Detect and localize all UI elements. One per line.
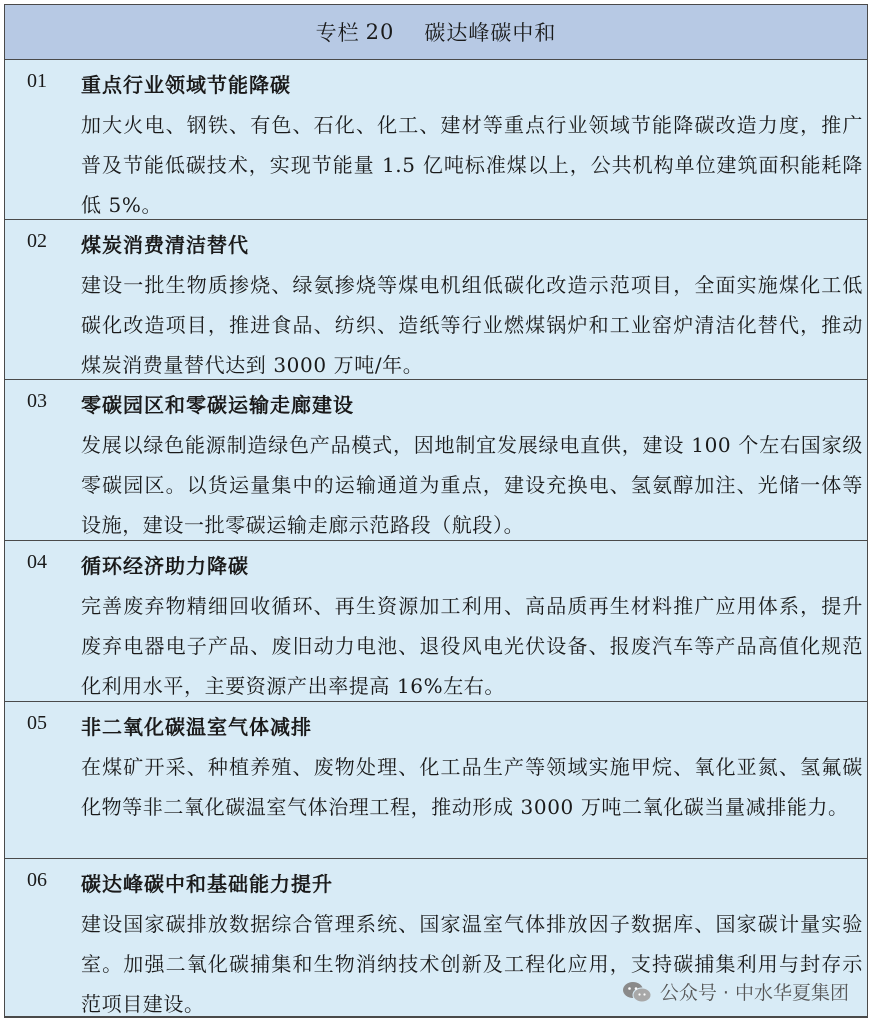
section-body: 在煤矿开采、种植养殖、废物处理、化工品生产等领域实施甲烷、氧化亚氮、氢氟碳化物等非二氧化碳温室气体治理工程，推动形成 3000 万吨二氧化碳当量减排能力。	[81, 755, 863, 819]
section-title: 碳达峰碳中和基础能力提升	[81, 872, 333, 896]
column-number: 20	[365, 20, 395, 44]
section-02	[5, 220, 867, 380]
section-03	[5, 380, 867, 541]
section-number: 05	[27, 712, 47, 734]
section-body: 建设一批生物质掺烧、绿氨掺烧等煤电机组低碳化改造示范项目，全面实施煤化工低碳化改造项目，推进食品、纺织、造纸等行业燃煤锅炉和工业窑炉清洁化替代，推动煤炭消费量替代达到 3000 万吨/年。	[81, 273, 863, 377]
column-box	[4, 4, 868, 1018]
watermark-text: 公众号 · 中水华夏集团	[659, 982, 849, 1004]
column-title: 碳达峰碳中和	[424, 21, 557, 45]
section-title: 非二氧化碳温室气体减排	[81, 715, 312, 739]
section-05	[5, 702, 867, 859]
section-number: 06	[27, 869, 47, 891]
column-header	[5, 5, 867, 60]
section-title: 煤炭消费清洁替代	[81, 233, 249, 257]
section-body: 加大火电、钢铁、有色、石化、化工、建材等重点行业领域节能降碳改造力度，推广普及节能低碳技术，实现节能量 1.5 亿吨标准煤以上，公共机构单位建筑面积能耗降低 5%。	[81, 113, 863, 217]
section-body: 建设国家碳排放数据综合管理系统、国家温室气体排放因子数据库、国家碳计量实验室。加强二氧化碳捕集和生物消纳技术创新及工程化应用，支持碳捕集利用与封存示范项目建设。	[81, 912, 863, 1016]
section-number: 01	[27, 70, 47, 92]
section-04	[5, 541, 867, 702]
section-body: 完善废弃物精细回收循环、再生资源加工利用、高品质再生材料推广应用体系，提升废弃电器电子产品、废旧动力电池、退役风电光伏设备、报废汽车等产品高值化规范化利用水平，主要资源产出率提高 16%左右。	[81, 594, 863, 698]
section-title: 零碳园区和零碳运输走廊建设	[81, 393, 354, 417]
section-01	[5, 60, 867, 220]
section-title: 重点行业领域节能降碳	[81, 73, 291, 97]
watermark	[618, 976, 853, 1007]
column-prefix: 专栏	[315, 21, 360, 45]
section-number: 04	[27, 551, 47, 573]
wechat-icon	[622, 981, 652, 1003]
section-body: 发展以绿色能源制造绿色产品模式，因地制宜发展绿电直供，建设 100 个左右国家级零碳园区。以货运量集中的运输通道为重点，建设充换电、氢氨醇加注、光储一体等设施，建设一批零碳运输走廊示范路段（航段）。	[81, 433, 863, 537]
section-number: 03	[27, 390, 47, 412]
section-title: 循环经济助力降碳	[81, 554, 249, 578]
section-number: 02	[27, 230, 47, 252]
